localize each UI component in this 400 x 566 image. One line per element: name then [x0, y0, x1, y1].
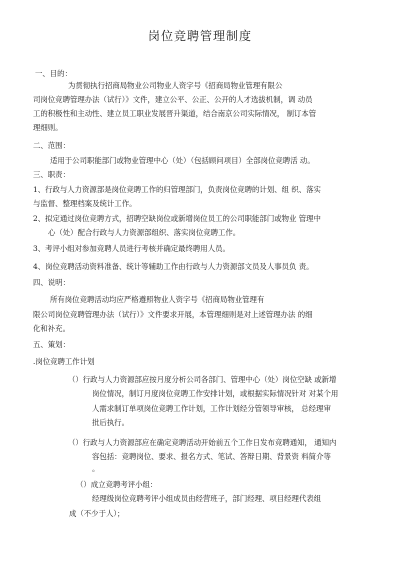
- document-title: 岗位竞聘管理制度: [147, 29, 252, 43]
- body-text-line: 2、拟定通过岗位竞聘方式，招聘空缺岗位或新增岗位员工的公司职能部门或物业 管理中: [33, 214, 321, 223]
- body-text-line: （）成立竞聘考评小组：: [76, 480, 158, 489]
- body-text-line: 4、岗位竞聘活动资料准备、统计等辅助工作由行政与人力资源部文员及人事员负 责。: [33, 262, 314, 271]
- body-text-line: 人需求制订单项岗位竞聘工作计划，工作计划经分管领导审核， 总经理审: [92, 404, 331, 413]
- body-text-line: 适用于公司职能部门或物业管理中心（处）（包括顾问项目）全部岗位竞聘活 动。: [50, 156, 315, 165]
- body-text-line: .岗位竞聘工作计划: [33, 357, 95, 366]
- body-text-line: 四、说明：: [33, 278, 70, 287]
- body-text-line: 限公司岗位竞聘管理办法（试行）》文件要求开展，本管理细则是对上述管理办法 的细: [33, 310, 313, 319]
- body-text-line: 批后执行。: [92, 418, 129, 427]
- body-text-line: 3、考评小组对参加竞聘人员进行考核并确定最终聘用人员。: [33, 244, 230, 253]
- body-text-line: 化和补充。: [33, 324, 70, 333]
- body-text-line: 司岗位竞聘管理办法（试行）》文件，建立公平、公正、公开的人才选拔机制，调 动员: [33, 95, 313, 104]
- body-text-line: 五、策划：: [33, 340, 70, 349]
- body-text-line: 经理级岗位竞聘考评小组成员由经营班子，部门经理、项目经理代表组: [92, 494, 322, 503]
- body-text-line: 。: [92, 464, 100, 473]
- body-text-line: 二、范围：: [33, 141, 70, 150]
- body-text-line: 1、行政与人力资源部是岗位竞聘工作的归管理部门，负责岗位竞聘的计划、组 织、落实: [33, 185, 321, 194]
- body-text-line: 理细则。: [33, 123, 63, 132]
- body-text-line: 心（处）配合行政与人力资源部组织、落实岗位竞聘工作。: [48, 228, 241, 237]
- body-text-line: 一、目的：: [35, 69, 72, 78]
- body-text-line: 三、职责：: [33, 170, 70, 179]
- body-text-line: 岗位情况，制订月度岗位竞聘工作安排计划，或根据实际情况针对 对某个用: [92, 389, 339, 398]
- body-text-line: 与监督、整理档案及统计工作。: [33, 199, 137, 208]
- body-text-line: （）行政与人力资源部应按月度分析公司各部门、管理中心（处）岗位空缺 或新增: [68, 375, 337, 384]
- body-text-line: 成（不少于人）；: [69, 509, 125, 518]
- body-text-line: （）行政与人力资源部应在确定竞聘活动开始前五个工作日发布竞聘通知， 通知内: [68, 438, 337, 447]
- body-text-line: 所有岗位竞聘活动均应严格遵照物业人资字号《招商局物业管理有: [50, 295, 265, 304]
- body-text-line: 工的积极性和主动性、建立员工职业发展晋升渠道，结合南京公司实际情况， 制订本管: [33, 109, 317, 118]
- body-text-line: 容包括：竞聘岗位、要求、报名方式、笔试、答辩日期、背景资 料简介等: [92, 452, 331, 461]
- body-text-line: 为贯彻执行招商局物业公司物业人资字号《招商局物业管理有限公: [68, 81, 283, 90]
